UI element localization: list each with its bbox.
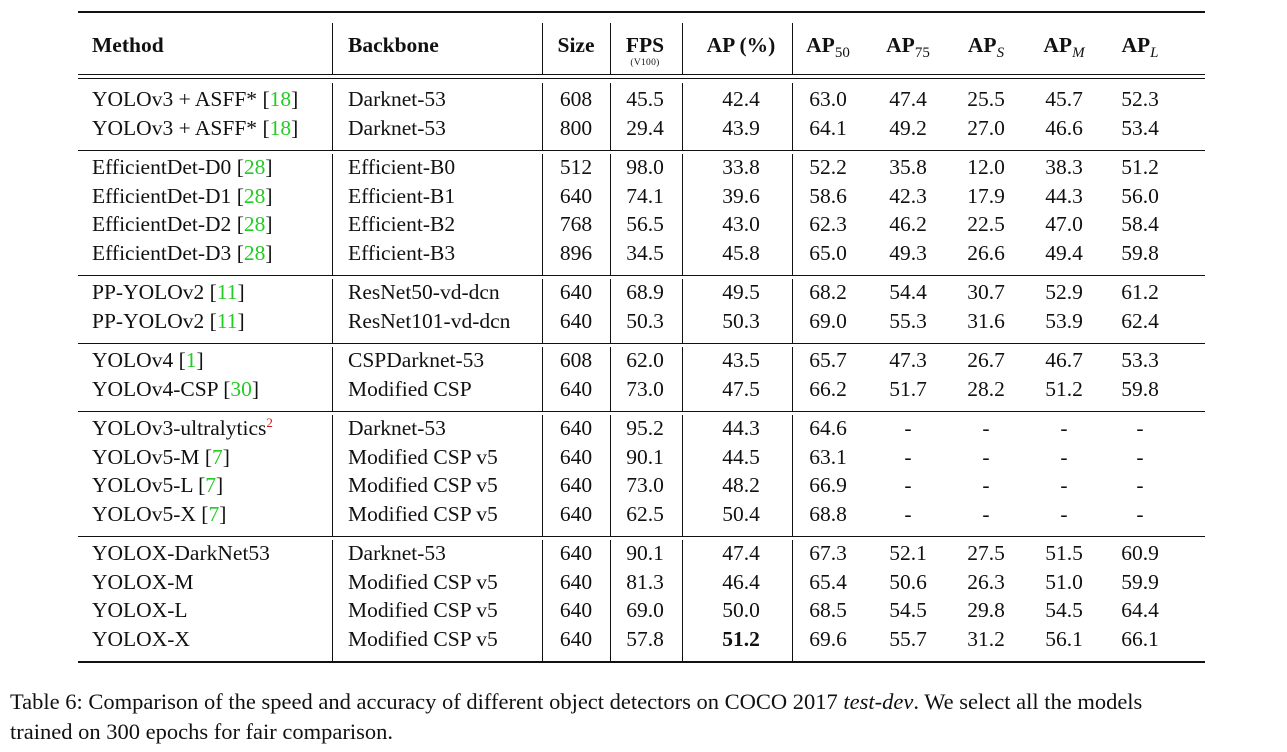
header-ap50: $AP_{50}$ xyxy=(806,33,850,61)
citation-link[interactable]: [28] xyxy=(231,240,273,265)
ap50-cell: 66.9 xyxy=(809,473,847,497)
column-divider xyxy=(792,540,793,661)
header-fps: FPS xyxy=(625,33,665,57)
apm-cell: 56.1 xyxy=(1045,626,1083,651)
size-cell: 640 xyxy=(559,444,593,469)
aps-cell: 22.5 xyxy=(967,212,1005,236)
table-caption xyxy=(10,687,1280,747)
ap75-cell: 55.7 xyxy=(889,626,927,651)
size-cell: 640 xyxy=(559,598,593,622)
apl-cell: 51.2 xyxy=(1121,155,1159,179)
size-cell: 640 xyxy=(559,569,593,594)
aps-cell: 29.8 xyxy=(967,598,1005,622)
method-name: YOLOv5-X xyxy=(92,501,196,526)
size-cell: 768 xyxy=(559,212,593,236)
fps-cell: 98.0 xyxy=(626,155,664,179)
method-name: EfficientDet-D0 xyxy=(92,155,232,179)
backbone-cell: CSPDarknet-53 xyxy=(348,348,485,372)
backbone-cell: Modified CSP v5 xyxy=(348,569,498,594)
bottom-rule xyxy=(78,661,1205,663)
fps-cell: 50.3 xyxy=(626,308,664,333)
fps-cell: 57.8 xyxy=(626,626,664,651)
column-divider xyxy=(792,415,793,536)
ap75-cell: 51.7 xyxy=(889,376,927,401)
ap50-cell: 64.6 xyxy=(809,416,847,440)
header-fps-note: (V100) xyxy=(630,58,660,68)
apl-cell: 52.3 xyxy=(1121,87,1159,111)
apl-cell: - xyxy=(1136,416,1144,440)
apm-cell: 51.2 xyxy=(1045,376,1083,401)
apl-cell: 53.4 xyxy=(1121,115,1159,140)
apm-cell: 46.7 xyxy=(1045,348,1083,372)
aps-cell: - xyxy=(982,501,990,526)
method-name: YOLOX-M xyxy=(92,569,194,594)
size-cell: 640 xyxy=(559,541,593,565)
citation-link[interactable]: [28] xyxy=(231,212,273,236)
column-divider xyxy=(542,415,543,536)
ap50-cell: 65.4 xyxy=(809,569,847,594)
ap50-cell: 52.2 xyxy=(809,155,847,179)
ap75-cell: 49.3 xyxy=(889,240,927,265)
method-name: YOLOv5-L xyxy=(92,473,193,497)
citation-link[interactable]: [7] xyxy=(192,473,224,497)
ap-cell: 45.8 xyxy=(722,240,760,265)
method-name: EfficientDet-D1 xyxy=(92,183,232,208)
citation-link[interactable]: [30] xyxy=(217,376,260,401)
header-apl: $AP_L$ xyxy=(1121,33,1159,61)
apm-cell: 52.9 xyxy=(1045,280,1083,304)
backbone-cell: Modified CSP xyxy=(348,376,472,401)
ap-cell: 44.3 xyxy=(722,416,760,440)
ap-cell: 44.5 xyxy=(722,444,760,469)
caption-text-after: . We select all the models xyxy=(913,689,1143,714)
method-name: YOLOv3-ultralytics xyxy=(92,416,267,440)
ap50-cell: 67.3 xyxy=(809,541,847,565)
ap-cell: 51.2 xyxy=(722,626,760,651)
citation-link[interactable]: [7] xyxy=(199,444,230,469)
column-divider xyxy=(792,347,793,411)
citation-link[interactable]: [18] xyxy=(257,87,299,111)
aps-cell: 26.6 xyxy=(967,240,1005,265)
method-name: YOLOv4 xyxy=(92,348,174,372)
backbone-cell: Efficient-B3 xyxy=(348,240,456,265)
column-divider xyxy=(682,154,683,275)
header-rule-2 xyxy=(78,78,1205,79)
column-divider xyxy=(610,279,611,343)
ap75-cell: 52.1 xyxy=(889,541,927,565)
apl-cell: 59.8 xyxy=(1121,240,1159,265)
apl-cell: 56.0 xyxy=(1121,183,1159,208)
backbone-cell: ResNet101-vd-dcn xyxy=(348,308,511,333)
column-divider xyxy=(542,23,543,74)
group-separator xyxy=(78,150,1205,151)
column-divider xyxy=(542,279,543,343)
header-ap: AP (%) xyxy=(706,33,776,57)
aps-cell: 26.3 xyxy=(967,569,1005,594)
ap-cell: 50.0 xyxy=(722,598,760,622)
aps-cell: - xyxy=(982,473,990,497)
apm-cell: 44.3 xyxy=(1045,183,1083,208)
apm-cell: 51.0 xyxy=(1045,569,1083,594)
footnote-link[interactable]: 2 xyxy=(266,414,273,430)
ap75-cell: - xyxy=(904,416,912,440)
fps-cell: 29.4 xyxy=(626,115,664,140)
method-name: YOLOX-L xyxy=(92,598,188,622)
apm-cell: - xyxy=(1060,444,1068,469)
header-aps: $AP_S$ xyxy=(967,33,1005,61)
size-cell: 608 xyxy=(559,87,593,111)
apm-cell: 45.7 xyxy=(1045,87,1083,111)
method-name: YOLOv5-M xyxy=(92,444,200,469)
ap50-cell: 65.7 xyxy=(809,348,847,372)
header-rule-1 xyxy=(78,74,1205,75)
method-name: YOLOv4-CSP xyxy=(92,376,218,401)
citation-link[interactable]: [28] xyxy=(231,155,273,179)
citation-link[interactable]: [7] xyxy=(195,501,227,526)
method-name: EfficientDet-D3 xyxy=(92,240,232,265)
aps-cell: 26.7 xyxy=(967,348,1005,372)
column-divider xyxy=(792,83,793,150)
method-cell xyxy=(92,472,223,498)
header-apm: $AP_M$ xyxy=(1043,33,1085,61)
ap50-cell: 68.2 xyxy=(809,280,847,304)
header-method: Method xyxy=(92,33,164,57)
apl-cell: 62.4 xyxy=(1121,308,1159,333)
column-divider xyxy=(682,23,683,74)
ap50-cell: 68.5 xyxy=(809,598,847,622)
apl-cell: - xyxy=(1136,473,1144,497)
method-name: EfficientDet-D2 xyxy=(92,212,232,236)
caption-italic: test-dev xyxy=(843,689,914,714)
fps-cell: 90.1 xyxy=(626,444,664,469)
fps-cell: 74.1 xyxy=(626,183,664,208)
header-ap75: $AP_{75}$ xyxy=(886,33,930,61)
ap-cell: 47.5 xyxy=(722,376,760,401)
backbone-cell: Darknet-53 xyxy=(348,115,446,140)
ap-cell: 42.4 xyxy=(722,87,760,111)
apl-cell: 64.4 xyxy=(1121,598,1159,622)
ap75-cell: 47.4 xyxy=(889,87,927,111)
method-name: YOLOv3 + ASFF* xyxy=(92,115,258,140)
apl-cell: - xyxy=(1136,501,1144,526)
method-cell xyxy=(92,279,245,305)
column-divider xyxy=(682,347,683,411)
column-divider xyxy=(332,540,333,661)
method-cell xyxy=(92,308,245,334)
aps-cell: 25.5 xyxy=(967,87,1005,111)
ap75-cell: 49.2 xyxy=(889,115,927,140)
ap75-cell: 42.3 xyxy=(889,183,927,208)
ap75-cell: - xyxy=(904,444,912,469)
fps-cell: 62.0 xyxy=(626,348,664,372)
group-separator xyxy=(78,275,1205,276)
column-divider xyxy=(542,83,543,150)
fps-cell: 68.9 xyxy=(626,280,664,304)
apl-cell: 59.8 xyxy=(1121,376,1159,401)
column-divider xyxy=(610,540,611,661)
aps-cell: 12.0 xyxy=(967,155,1005,179)
apl-cell: 66.1 xyxy=(1121,626,1159,651)
column-divider xyxy=(610,154,611,275)
ap50-cell: 63.1 xyxy=(809,444,847,469)
method-cell xyxy=(92,444,230,470)
method-name: PP-YOLOv2 xyxy=(92,280,205,304)
aps-cell: - xyxy=(982,444,990,469)
fps-cell: 34.5 xyxy=(626,240,664,265)
method-name: YOLOX-DarkNet53 xyxy=(92,541,270,565)
aps-cell: 17.9 xyxy=(967,183,1005,208)
column-divider xyxy=(332,347,333,411)
column-divider xyxy=(792,154,793,275)
ap50-cell: 58.6 xyxy=(809,183,847,208)
column-divider xyxy=(610,347,611,411)
size-cell: 640 xyxy=(559,376,593,401)
apl-cell: 58.4 xyxy=(1121,212,1159,236)
aps-cell: - xyxy=(982,416,990,440)
backbone-cell: Modified CSP v5 xyxy=(348,626,498,651)
size-cell: 896 xyxy=(559,240,593,265)
method-cell xyxy=(92,626,190,652)
method-name: YOLOX-X xyxy=(92,626,190,651)
ap-cell: 33.8 xyxy=(722,155,760,179)
ap-cell: 43.9 xyxy=(722,115,760,140)
column-divider xyxy=(542,347,543,411)
method-cell xyxy=(92,569,194,595)
apm-cell: 38.3 xyxy=(1045,155,1083,179)
group-separator xyxy=(78,411,1205,412)
method-cell xyxy=(92,540,270,566)
apm-cell: 49.4 xyxy=(1045,240,1083,265)
ap50-cell: 64.1 xyxy=(809,115,847,140)
ap-cell: 50.3 xyxy=(722,308,760,333)
ap75-cell: 55.3 xyxy=(889,308,927,333)
ap50-cell: 63.0 xyxy=(809,87,847,111)
method-cell xyxy=(92,183,273,209)
ap-cell: 46.4 xyxy=(722,569,760,594)
ap50-cell: 69.0 xyxy=(809,308,847,333)
apl-cell: 59.9 xyxy=(1121,569,1159,594)
method-cell xyxy=(92,347,204,373)
apl-cell: 60.9 xyxy=(1121,541,1159,565)
ap-cell: 48.2 xyxy=(722,473,760,497)
size-cell: 640 xyxy=(559,183,593,208)
apm-cell: 51.5 xyxy=(1045,541,1083,565)
citation-link[interactable]: [28] xyxy=(231,183,273,208)
apm-cell: 47.0 xyxy=(1045,212,1083,236)
ap50-cell: 68.8 xyxy=(809,501,847,526)
aps-cell: 27.0 xyxy=(967,115,1005,140)
fps-cell: 95.2 xyxy=(626,416,664,440)
fps-cell: 90.1 xyxy=(626,541,664,565)
column-divider xyxy=(682,83,683,150)
citation-link[interactable]: [11] xyxy=(204,280,245,304)
ap50-cell: 69.6 xyxy=(809,626,847,651)
column-divider xyxy=(610,23,611,74)
backbone-cell: ResNet50-vd-dcn xyxy=(348,280,500,304)
method-name: YOLOv3 + ASFF* xyxy=(92,87,258,111)
citation-link[interactable]: [1] xyxy=(173,348,204,372)
method-cell xyxy=(92,154,273,180)
size-cell: 640 xyxy=(559,473,593,497)
size-cell: 608 xyxy=(559,348,593,372)
backbone-cell: Efficient-B1 xyxy=(348,183,456,208)
column-divider xyxy=(610,83,611,150)
backbone-cell: Modified CSP v5 xyxy=(348,473,498,497)
backbone-cell: Darknet-53 xyxy=(348,416,446,440)
backbone-cell: Efficient-B2 xyxy=(348,212,456,236)
column-divider xyxy=(542,540,543,661)
citation-link[interactable]: [18] xyxy=(257,115,299,140)
size-cell: 512 xyxy=(559,155,593,179)
method-cell xyxy=(92,115,298,141)
column-divider xyxy=(332,83,333,150)
caption-label: Table 6: xyxy=(10,689,83,714)
method-cell xyxy=(92,240,273,266)
apl-cell: 61.2 xyxy=(1121,280,1159,304)
group-separator xyxy=(78,343,1205,344)
method-cell xyxy=(92,211,273,237)
column-divider xyxy=(332,279,333,343)
top-rule xyxy=(78,11,1205,13)
ap75-cell: 35.8 xyxy=(889,155,927,179)
ap-cell: 50.4 xyxy=(722,501,760,526)
fps-cell: 56.5 xyxy=(626,212,664,236)
ap50-cell: 62.3 xyxy=(809,212,847,236)
caption-line2: trained on 300 epochs for fair comparison. xyxy=(10,719,394,744)
column-divider xyxy=(610,415,611,536)
group-separator xyxy=(78,536,1205,537)
column-divider xyxy=(792,23,793,74)
size-cell: 640 xyxy=(559,280,593,304)
apm-cell: 46.6 xyxy=(1045,115,1083,140)
column-divider xyxy=(682,415,683,536)
column-divider xyxy=(332,23,333,74)
ap-cell: 43.5 xyxy=(722,348,760,372)
ap75-cell: 54.5 xyxy=(889,598,927,622)
ap-cell: 47.4 xyxy=(722,541,760,565)
ap50-cell: 66.2 xyxy=(809,376,847,401)
fps-cell: 73.0 xyxy=(626,473,664,497)
column-divider xyxy=(682,540,683,661)
ap-cell: 49.5 xyxy=(722,280,760,304)
ap75-cell: 47.3 xyxy=(889,348,927,372)
ap-cell: 43.0 xyxy=(722,212,760,236)
fps-cell: 81.3 xyxy=(626,569,664,594)
backbone-cell: Modified CSP v5 xyxy=(348,598,498,622)
size-cell: 800 xyxy=(559,115,593,140)
size-cell: 640 xyxy=(559,501,593,526)
column-divider xyxy=(332,415,333,536)
apm-cell: - xyxy=(1060,416,1068,440)
apm-cell: - xyxy=(1060,501,1068,526)
method-cell xyxy=(92,501,226,527)
backbone-cell: Darknet-53 xyxy=(348,541,446,565)
ap75-cell: - xyxy=(904,501,912,526)
header-backbone: Backbone xyxy=(348,33,439,57)
apm-cell: 54.5 xyxy=(1045,598,1083,622)
method-cell xyxy=(92,597,188,623)
column-divider xyxy=(332,154,333,275)
aps-cell: 28.2 xyxy=(967,376,1005,401)
backbone-cell: Darknet-53 xyxy=(348,87,446,111)
size-cell: 640 xyxy=(559,308,593,333)
apm-cell: - xyxy=(1060,473,1068,497)
caption-text: Comparison of the speed and accuracy of different object detectors on COCO 2017 xyxy=(88,689,838,714)
fps-cell: 62.5 xyxy=(626,501,664,526)
ap75-cell: 54.4 xyxy=(889,280,927,304)
fps-cell: 73.0 xyxy=(626,376,664,401)
aps-cell: 27.5 xyxy=(967,541,1005,565)
header-size: Size xyxy=(557,33,595,57)
method-name: PP-YOLOv2 xyxy=(92,308,205,333)
apl-cell: - xyxy=(1136,444,1144,469)
method-cell xyxy=(92,86,298,112)
citation-link[interactable]: [11] xyxy=(204,308,245,333)
fps-cell: 69.0 xyxy=(626,598,664,622)
backbone-cell: Modified CSP v5 xyxy=(348,444,498,469)
column-divider xyxy=(682,279,683,343)
aps-cell: 31.6 xyxy=(967,308,1005,333)
column-divider xyxy=(792,279,793,343)
size-cell: 640 xyxy=(559,626,593,651)
ap75-cell: - xyxy=(904,473,912,497)
method-cell xyxy=(92,415,273,441)
size-cell: 640 xyxy=(559,416,593,440)
method-cell xyxy=(92,376,259,402)
backbone-cell: Efficient-B0 xyxy=(348,155,456,179)
ap50-cell: 65.0 xyxy=(809,240,847,265)
aps-cell: 31.2 xyxy=(967,626,1005,651)
ap75-cell: 50.6 xyxy=(889,569,927,594)
aps-cell: 30.7 xyxy=(967,280,1005,304)
apl-cell: 53.3 xyxy=(1121,348,1159,372)
column-divider xyxy=(542,154,543,275)
apm-cell: 53.9 xyxy=(1045,308,1083,333)
ap-cell: 39.6 xyxy=(722,183,760,208)
fps-cell: 45.5 xyxy=(626,87,664,111)
ap75-cell: 46.2 xyxy=(889,212,927,236)
backbone-cell: Modified CSP v5 xyxy=(348,501,498,526)
